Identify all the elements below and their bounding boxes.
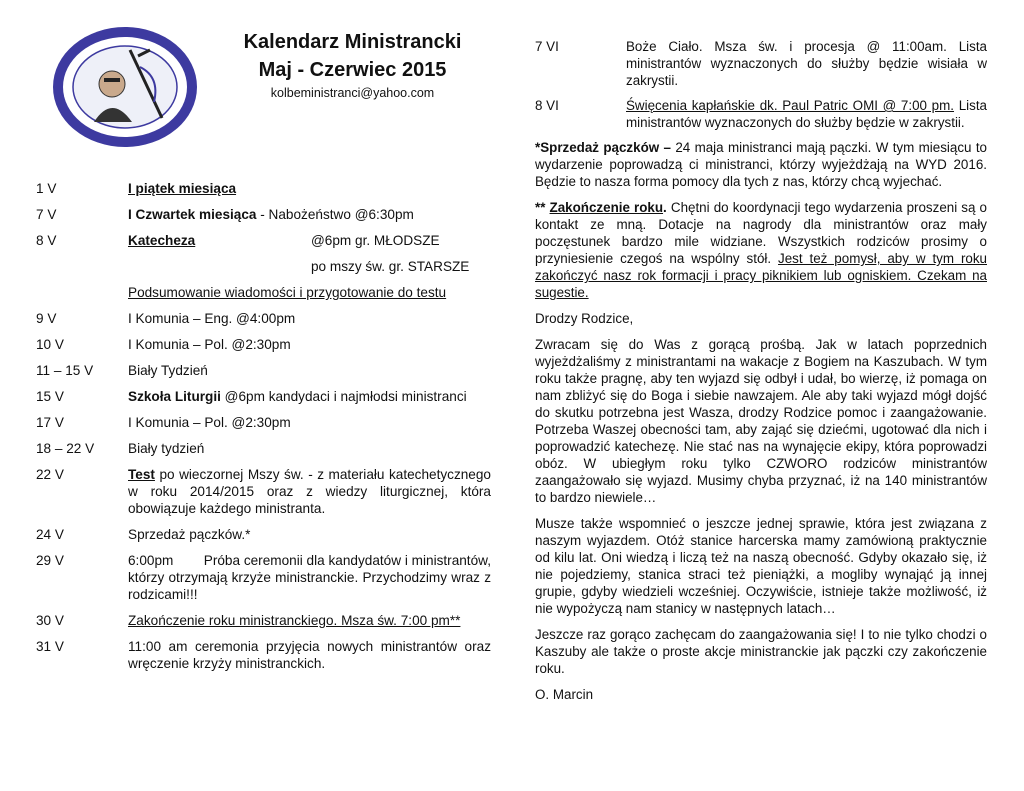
schedule-event-title: Test	[128, 467, 155, 482]
schedule-event: Zakończenie roku ministranckiego. Msza św. 7:00 pm**	[128, 613, 461, 628]
schedule-date: 18 – 22 V	[36, 441, 95, 456]
schedule-row	[535, 38, 987, 89]
schedule-event: @6pm kandydaci i najmłodsi ministranci	[220, 389, 467, 404]
schedule-date: 11 – 15 V	[36, 363, 94, 378]
schedule-row	[36, 310, 491, 327]
schedule-event-title: Katecheza	[128, 233, 196, 248]
schedule-date: 22 V	[36, 467, 64, 482]
schedule-event: Biały Tydzień	[128, 363, 208, 378]
schedule-event: Boże Ciało. Msza św. i procesja @ 11:00am. Lista ministrantów wyznaczonych do służby będzie wisiała w zakrystii.	[626, 39, 987, 88]
schedule-row	[36, 526, 491, 543]
schedule-event: Sprzedaż pączków.*	[128, 527, 251, 542]
schedule-date: 7 VI	[535, 39, 559, 54]
schedule-date: 15 V	[36, 389, 64, 404]
schedule-event-title: Szkoła Liturgii	[128, 389, 221, 404]
schedule-event: Podsumowanie wiadomości i przygotowanie do testu	[128, 285, 447, 300]
schedule-event-title: I Czwartek miesiąca	[128, 207, 257, 222]
schedule-event: I Komunia – Pol. @2:30pm	[128, 337, 291, 352]
schedule-row	[36, 232, 491, 249]
schedule-row	[36, 638, 491, 672]
schedule-date: 17 V	[36, 415, 64, 430]
june-schedule-and-notes	[535, 38, 987, 712]
letter-paragraph: Zwracam się do Was z gorącą prośbą. Jak w latach poprzednich wyjeżdżaliśmy z ministrantami na wakacje z Bogiem na Kaszubach. W tym roku także pragnę, aby ten wyjazd się odbył i udał, bo wierzę, iż pomaga on nam zbliżyć się do Boga i siebie nawzajem. Ale aby taki wyjazd mógł dojść do skutku potrzebna jest Wasza, drodzy Rodzice pomoc i zaangażowanie. Potrzeba Waszej obecności tam, aby zająć się dziećmi, ugotować dla nich i poprowadzić katechezę. Nie stać nas na wynajęcie ekipy, która poprowadzi obóz. W ubiegłym roku tylko CZWORO rodziców ministrantów zaangażowało się wyjazd. Musimy chyba przyznać, iż na 140 ministrantów to bardzo niewiele…	[535, 337, 987, 505]
contact-email: kolbeministranci@yahoo.com	[270, 86, 435, 100]
schedule-date: 9 V	[36, 311, 57, 326]
schedule-date: 10 V	[36, 337, 64, 352]
schedule-row	[36, 180, 491, 197]
schedule-event: 6:00pm Próba ceremonii dla kandydatów i ministrantów, którzy otrzymają krzyże ministranckie. Przychodzimy wraz z rodzicami!!!	[128, 553, 495, 602]
schedule-row	[36, 206, 491, 223]
schedule-row	[36, 388, 491, 405]
schedule-row	[36, 440, 491, 457]
schedule-row	[36, 466, 491, 517]
calendar-subtitle: Maj - Czerwiec 2015	[258, 59, 447, 81]
schedule-event: I Komunia – Pol. @2:30pm	[128, 415, 291, 430]
may-schedule	[36, 180, 495, 681]
schedule-event: po mszy św. gr. STARSZE	[311, 259, 470, 274]
note-text-underlined: Jest też pomysł, aby w tym roku zakończyć nasz rok formacji i pracy piknikiem lub ogniskiem. Czekam na sugestie.	[535, 251, 987, 300]
letter-salutation: Drodzy Rodzice,	[535, 311, 634, 326]
schedule-event: po wieczornej Mszy św. - z materiału katechetycznego w roku 2014/2015 oraz z wiedzy liturgicznej, która obowiązuje każdego ministranta.	[128, 467, 491, 516]
note-text: Chętni do koordynacji tego wydarzenia proszeni są o kontakt ze mną. Dotacje na nagrody dla ministrantów oraz mały poczęstunek bardzo mile widziane. Wszystkich rodziców prosimy o przyniesienie czegoś na wspólny stół.	[535, 200, 987, 266]
note-text: 24 maja ministranci mają pączki. W tym miesiącu to wydarzenie poprowadzą ci ministranci, którzy wyjeżdżają na WYD 2016. Będzie to nasza forma pomocy dla tych z nas, którzy chcą wyjechać.	[535, 140, 987, 189]
schedule-date: 24 V	[36, 527, 64, 542]
letter-paragraph: Jeszcze raz gorąco zachęcam do zaangażowania się! I to nie tylko chodzi o Kaszuby ale także o proste akcje ministranckie jak pączki czy zakończenie roku.	[535, 627, 987, 676]
schedule-date: 31 V	[36, 639, 64, 654]
note-marker: **	[535, 200, 550, 215]
schedule-date: 8 V	[36, 233, 57, 248]
schedule-row	[535, 97, 987, 131]
note-paragraph	[535, 199, 987, 301]
title-block	[210, 28, 495, 100]
schedule-event: 11:00 am ceremonia przyjęcia nowych ministrantów oraz wręczenie krzyży ministranckich.	[128, 639, 491, 671]
schedule-event: @6pm gr. MŁODSZE	[311, 233, 440, 248]
schedule-event: - Nabożeństwo @6:30pm	[256, 207, 414, 222]
schedule-date: 7 V	[36, 207, 57, 222]
note-heading: Zakończenie roku	[549, 200, 664, 215]
schedule-row	[36, 284, 491, 301]
schedule-row	[36, 612, 491, 629]
note-marker: .	[663, 200, 667, 215]
schedule-row	[36, 258, 491, 275]
schedule-row	[36, 552, 495, 603]
schedule-event: I piątek miesiąca	[128, 181, 237, 196]
note-heading: *Sprzedaż pączków –	[535, 140, 671, 155]
schedule-date: 8 VI	[535, 98, 559, 113]
schedule-row	[36, 336, 491, 353]
schedule-date: 30 V	[36, 613, 64, 628]
note-paragraph	[535, 139, 987, 190]
schedule-event: Lista ministrantów wyznaczonych do służby będzie w zakrystii.	[626, 98, 987, 130]
letter-signature: O. Marcin	[535, 687, 594, 702]
schedule-event: Biały tydzień	[128, 441, 205, 456]
schedule-event-title: Święcenia kapłańskie dk. Paul Patric OMI @ 7:00 pm.	[626, 98, 955, 113]
schedule-event: I Komunia – Eng. @4:00pm	[128, 311, 296, 326]
parish-logo-icon	[50, 22, 200, 152]
letter-paragraph: Musze także wspomnieć o jeszcze jednej sprawie, która jest związana z naszym wyjazdem. Otóż stanice harcerska mamy zamówioną praktycznie od kilu lat. Oni wiedzą i liczą też na naszą obecność. Gdyby okazało się, iż nie pojedziemy, stanica straci też pieniążki, a mogliby wynająć ją innej grupie, gdyby wiedzieli wcześniej. Oczywiście, istnieje także możliwość, iż nie wypożyczą nam stanicy w następnych latach…	[535, 516, 987, 616]
schedule-date: 1 V	[36, 181, 57, 196]
schedule-row	[36, 414, 491, 431]
calendar-title: Kalendarz Ministrancki	[243, 31, 462, 53]
schedule-row	[36, 362, 491, 379]
schedule-date: 29 V	[36, 553, 64, 568]
